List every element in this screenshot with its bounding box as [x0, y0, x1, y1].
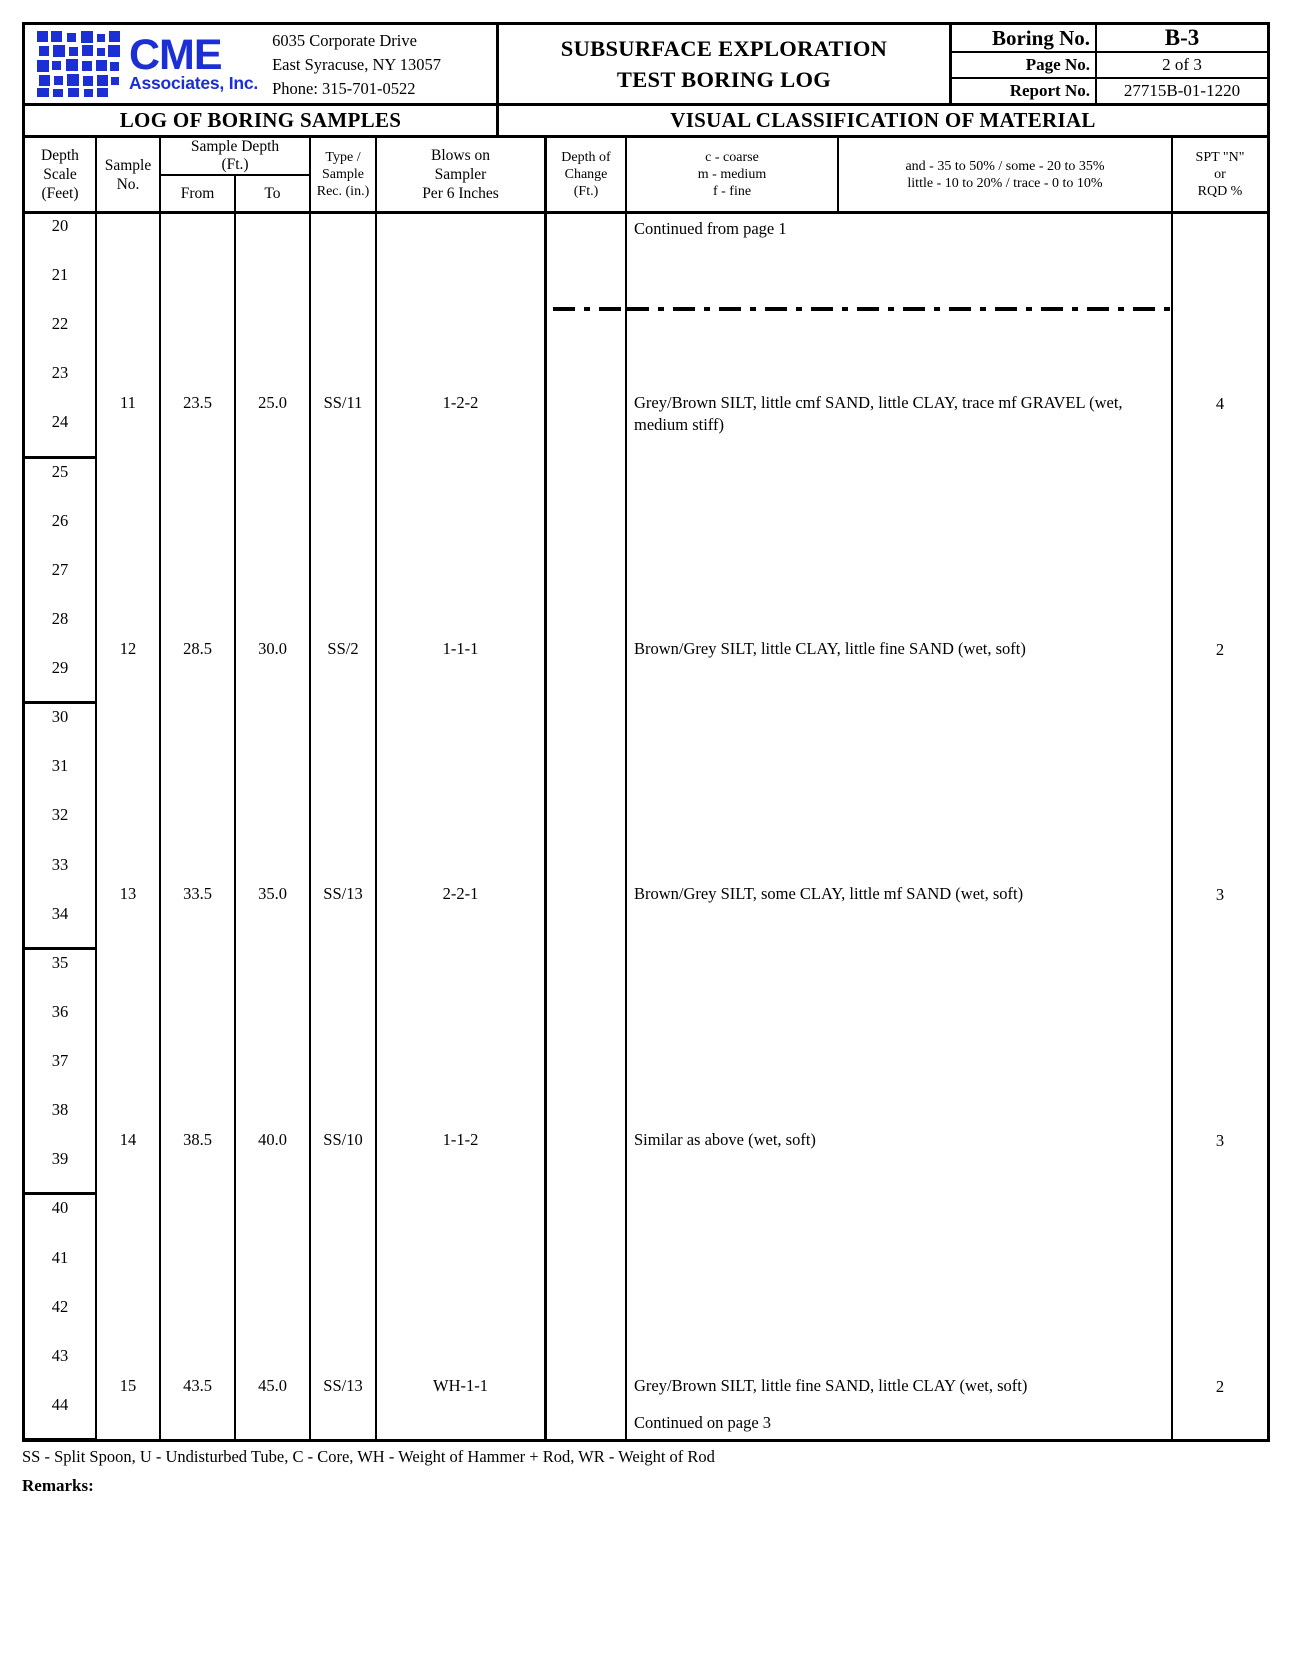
continued-on-note: Continued on page 3 — [634, 1413, 772, 1432]
table-column-headers — [22, 138, 1270, 214]
type-rec-line-3: Rec. (in.) — [316, 184, 370, 199]
strata-change-dash — [1164, 307, 1170, 311]
page-no-value: 2 of 3 — [1162, 55, 1202, 74]
sample-depth-subcolumns — [161, 176, 309, 211]
depth-tick: 22 — [51, 314, 69, 334]
sample-no-value: 13 — [119, 884, 137, 904]
depth-tick: 24 — [51, 412, 69, 432]
boring-log-body — [22, 214, 1270, 1442]
material-description-text: Grey/Brown SILT, little cmf SAND, little CLAY, trace mf GRAVEL (wet, medium stiff) — [634, 393, 1123, 435]
run-separator — [25, 1192, 95, 1195]
sample-depth-from-value: 43.5 — [183, 1375, 212, 1395]
sample-depth-line-1: Sample Depth — [190, 138, 280, 155]
grain-key-fine: f - fine — [712, 184, 752, 199]
strata-change-dash — [934, 307, 940, 311]
cme-logo-mark-icon — [37, 31, 123, 97]
page-no-row — [952, 53, 1267, 79]
report-no-value: 27715B-01-1220 — [1123, 81, 1241, 100]
company-name-suffix: Associates, Inc. — [129, 72, 259, 93]
type-rec-line-2: Sample — [322, 167, 364, 182]
spt-n-value: 3 — [1215, 885, 1225, 905]
depth-scale-line-1: Depth — [41, 147, 79, 164]
depth-tick: 26 — [51, 510, 69, 530]
strata-change-dash — [888, 307, 894, 311]
sample-depth-from-value: 28.5 — [183, 638, 212, 658]
strata-change-dash — [750, 307, 756, 311]
sample-depth-to-value: 45.0 — [258, 1375, 287, 1395]
depth-tick: 39 — [51, 1149, 69, 1169]
column-header-to: To — [264, 184, 281, 202]
sample-no-value: 12 — [119, 638, 137, 658]
report-no-label: Report No. — [952, 79, 1097, 103]
strata-change-dash — [1041, 307, 1063, 311]
sample-no-value: 15 — [119, 1375, 137, 1395]
sample-depth-to-value: 40.0 — [258, 1130, 287, 1149]
column-header-depth-scale — [25, 138, 97, 211]
strata-change-dash — [995, 307, 1017, 311]
blows-value: 1-1-1 — [442, 638, 479, 658]
document-title-line-2: TEST BORING LOG — [616, 67, 832, 92]
sample-no-value: 11 — [120, 393, 136, 413]
proportion-key-line-2: little - 10 to 20% / trace - 0 to 10% — [907, 175, 1103, 191]
address-line-1: 6035 Corporate Drive — [272, 31, 417, 50]
document-title — [499, 25, 952, 103]
run-separator — [25, 701, 95, 704]
sample-depth-from-value: 38.5 — [183, 1130, 212, 1149]
blows-line-3: Per 6 Inches — [422, 185, 499, 202]
blows-value: WH-1-1 — [433, 1375, 488, 1395]
depth-tick: 20 — [51, 216, 69, 235]
column-header-type-sample-rec — [311, 138, 377, 211]
sample-no-line-2: No. — [116, 175, 140, 193]
boring-no-label: Boring No. — [952, 25, 1097, 51]
column-header-from: From — [161, 176, 236, 211]
strata-change-dash — [1133, 307, 1155, 311]
address-line-2: East Syracuse, NY 13057 — [272, 55, 442, 74]
sample-depth-from-column — [161, 214, 236, 1439]
depth-tick: 41 — [51, 1247, 69, 1267]
type-sample-rec-value: SS/13 — [323, 884, 363, 904]
column-header-blows-on-sampler — [377, 138, 547, 211]
strata-change-dash — [1118, 307, 1124, 311]
strata-change-dash — [765, 307, 787, 311]
sampler-type-legend: SS - Split Spoon, U - Undisturbed Tube, C - Core, WH - Weight of Hammer + Rod, WR - Weight of Rod — [22, 1447, 715, 1466]
strata-change-dash — [599, 307, 621, 311]
strata-change-dash — [980, 307, 986, 311]
strata-change-dash — [673, 307, 695, 311]
boring-metadata — [952, 25, 1267, 103]
type-sample-rec-value: SS/13 — [323, 1375, 363, 1395]
type-sample-rec-column — [311, 214, 377, 1439]
depth-change-line-2: Change — [564, 167, 608, 182]
grain-key-medium: m - medium — [697, 167, 767, 182]
strata-change-dash — [1072, 307, 1078, 311]
spt-n-value: 2 — [1215, 639, 1225, 659]
strata-change-dash — [627, 307, 649, 311]
type-sample-rec-value: SS/2 — [327, 638, 359, 658]
blows-on-sampler-column — [377, 214, 547, 1439]
depth-tick: 33 — [51, 854, 69, 874]
column-header-depth-of-change — [547, 138, 627, 211]
material-description-text: Similar as above (wet, soft) — [634, 1130, 816, 1149]
depth-tick: 36 — [51, 1001, 69, 1021]
address-line-3: Phone: 315-701-0522 — [272, 79, 416, 98]
strata-change-dash — [1087, 307, 1109, 311]
sample-depth-from-value: 23.5 — [183, 393, 212, 413]
depth-tick: 44 — [51, 1394, 69, 1414]
blows-value: 1-1-2 — [442, 1130, 479, 1149]
material-description-text: Brown/Grey SILT, little CLAY, little fine SAND (wet, soft) — [634, 638, 1026, 658]
depth-tick: 25 — [51, 461, 69, 481]
sample-depth-to-value: 30.0 — [258, 638, 287, 658]
run-separator — [25, 456, 95, 459]
column-header-proportion-key — [839, 138, 1173, 211]
spt-line-2: or — [1214, 167, 1226, 182]
section-title-log-of-boring-samples: LOG OF BORING SAMPLES — [25, 106, 499, 135]
strata-change-dash — [796, 307, 802, 311]
company-wordmark — [129, 30, 259, 93]
depth-tick: 28 — [51, 608, 69, 628]
depth-tick: 29 — [51, 658, 69, 678]
strata-change-dash — [811, 307, 833, 311]
type-rec-line-1: Type / — [325, 150, 361, 165]
page-no-label: Page No. — [952, 53, 1097, 77]
sample-no-line-1: Sample — [104, 156, 152, 174]
depth-tick: 37 — [51, 1051, 69, 1071]
strata-change-dash — [1026, 307, 1032, 311]
depth-change-line-3: (Ft.) — [573, 184, 599, 199]
depth-tick: 23 — [51, 363, 69, 383]
spt-n-value: 4 — [1215, 394, 1225, 414]
sample-no-value: 14 — [119, 1130, 137, 1149]
strata-change-dash — [842, 307, 848, 311]
material-description-column — [627, 214, 1173, 1439]
column-header-spt-n — [1173, 138, 1267, 211]
run-separator — [25, 1438, 95, 1439]
section-title-visual-classification: VISUAL CLASSIFICATION OF MATERIAL — [670, 108, 1096, 132]
sample-depth-title — [161, 138, 309, 176]
sample-depth-to-value: 25.0 — [258, 393, 287, 413]
strata-change-dash — [553, 307, 575, 311]
blows-value: 1-2-2 — [442, 393, 479, 413]
depth-tick: 31 — [51, 756, 69, 776]
material-description-text: Grey/Brown SILT, little fine SAND, little CLAY (wet, soft) — [634, 1375, 1028, 1395]
document-title-line-1: SUBSURFACE EXPLORATION — [560, 36, 888, 61]
spt-n-value: 2 — [1215, 1376, 1225, 1396]
depth-scale-line-2: Scale — [43, 166, 77, 183]
spt-line-3: RQD % — [1197, 184, 1243, 199]
company-identity-cell — [25, 25, 499, 103]
report-no-row — [952, 79, 1267, 103]
material-description-text: Brown/Grey SILT, some CLAY, little mf SAND (wet, soft) — [634, 884, 1024, 904]
depth-tick: 42 — [51, 1296, 69, 1316]
boring-no-row — [952, 25, 1267, 53]
spt-n-column — [1173, 214, 1267, 1439]
document-header — [22, 22, 1270, 106]
type-sample-rec-value: SS/10 — [323, 1130, 363, 1149]
strata-change-dash — [949, 307, 971, 311]
grain-key-coarse: c - coarse — [705, 150, 759, 165]
column-header-grain-size-key — [627, 138, 839, 211]
depth-tick: 40 — [51, 1198, 69, 1218]
depth-scale-line-3: (Feet) — [41, 185, 79, 202]
depth-tick: 32 — [51, 805, 69, 825]
sample-depth-line-2: (Ft.) — [221, 156, 249, 173]
column-header-sample-depth — [161, 138, 311, 211]
boring-no-value: B-3 — [1164, 25, 1200, 50]
sample-depth-to-value: 35.0 — [258, 884, 287, 904]
section-title-band — [22, 106, 1270, 138]
strata-change-dash — [704, 307, 710, 311]
depth-scale-column — [25, 214, 97, 1439]
column-header-sample-no — [97, 138, 161, 211]
strata-change-dash — [658, 307, 664, 311]
strata-change-dash — [719, 307, 741, 311]
strata-change-dash — [857, 307, 879, 311]
depth-tick: 43 — [51, 1345, 69, 1365]
proportion-key-line-1: and - 35 to 50% / some - 20 to 35% — [905, 158, 1105, 174]
depth-tick: 35 — [51, 952, 69, 972]
sample-depth-from-value: 33.5 — [183, 884, 212, 904]
depth-tick: 38 — [51, 1100, 69, 1120]
sample-no-column — [97, 214, 161, 1439]
depth-tick: 34 — [51, 903, 69, 923]
blows-line-2: Sampler — [434, 166, 487, 183]
blows-value: 2-2-1 — [442, 884, 479, 904]
sample-depth-to-column — [236, 214, 311, 1439]
depth-tick: 21 — [51, 265, 69, 285]
company-address — [272, 27, 441, 101]
spt-n-value: 3 — [1215, 1131, 1225, 1150]
type-sample-rec-value: SS/11 — [323, 393, 363, 413]
strata-change-dash — [903, 307, 925, 311]
continued-from-note: Continued from page 1 — [634, 219, 787, 238]
run-separator — [25, 947, 95, 950]
depth-tick: 27 — [51, 559, 69, 579]
depth-tick: 30 — [51, 707, 69, 727]
company-name-abbrev: CME — [129, 30, 222, 79]
blows-line-1: Blows on — [431, 147, 490, 164]
strata-change-dash — [584, 307, 590, 311]
remarks-label: Remarks: — [22, 1476, 94, 1495]
depth-change-line-1: Depth of — [561, 150, 611, 165]
depth-of-change-column — [547, 214, 627, 1439]
spt-line-1: SPT "N" — [1195, 150, 1245, 165]
